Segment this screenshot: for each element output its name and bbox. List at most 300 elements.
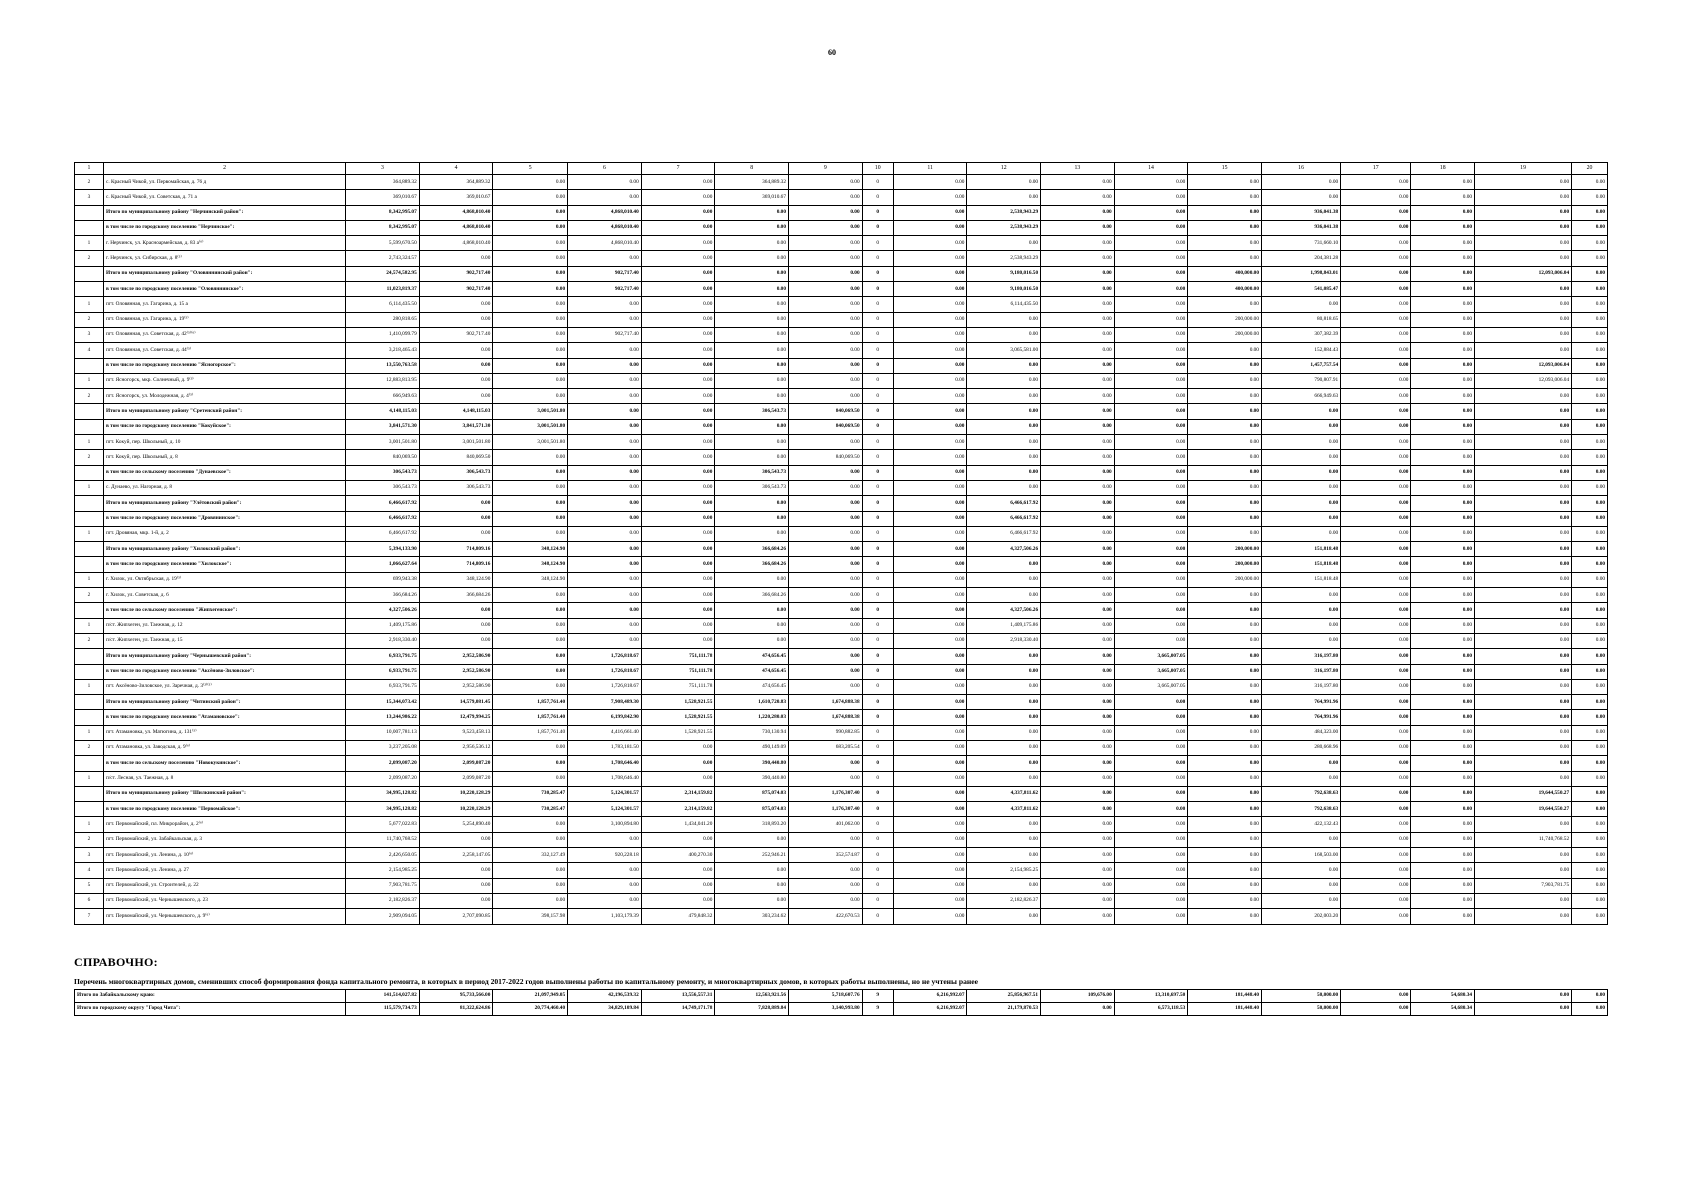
amount-cell: 0.00 (1572, 465, 1608, 480)
amount-cell: 0.00 (1188, 649, 1262, 664)
amount-cell: 0.00 (568, 175, 642, 190)
row-index: 2 (75, 389, 104, 404)
amount-cell: 303,234.62 (715, 909, 789, 924)
amount-cell: 366,684.26 (715, 588, 789, 603)
amount-cell: 5,718,607.76 (788, 990, 862, 1003)
amount-cell: 0.00 (1411, 511, 1475, 526)
amount-cell: 0.00 (1188, 389, 1262, 404)
amount-cell: 840,069.50 (346, 450, 420, 465)
subtotal-row (75, 282, 1608, 297)
amount-cell: 0.00 (1341, 756, 1411, 771)
amount-cell: 0.00 (1041, 618, 1115, 633)
amount-cell: 0.00 (1572, 511, 1608, 526)
count-cell: 0 (862, 664, 893, 679)
amount-cell: 0.00 (1341, 710, 1411, 725)
amount-cell: 400,000.00 (1188, 266, 1262, 281)
amount-cell: 0.00 (641, 312, 715, 327)
summary-label: Итого по городскому округу "Город Чита": (75, 1003, 346, 1016)
row-index: 2 (75, 633, 104, 648)
amount-cell: 0.00 (893, 465, 967, 480)
amount-cell: 0.00 (419, 893, 493, 908)
address-cell: Итого по муниципальному району "Хилокский район": (104, 542, 346, 557)
amount-cell: 0.00 (1041, 373, 1115, 388)
amount-cell: 11,740,768.52 (1475, 832, 1572, 847)
subtotal-row (75, 557, 1608, 572)
amount-cell: 0.00 (493, 373, 568, 388)
amount-cell: 7,903,781.75 (346, 878, 420, 893)
amount-cell: 0.00 (967, 358, 1041, 373)
amount-cell: 0.00 (568, 373, 642, 388)
count-cell: 0 (862, 740, 893, 755)
amount-cell: 0.00 (788, 542, 862, 557)
amount-cell: 13,556,557.31 (641, 990, 715, 1003)
count-cell: 0 (862, 220, 893, 235)
row-index: 2 (75, 588, 104, 603)
amount-cell: 0.00 (1411, 679, 1475, 694)
amount-cell: 13,244,986.22 (346, 710, 420, 725)
amount-cell: 0.00 (715, 572, 789, 587)
amount-cell: 0.00 (1341, 664, 1411, 679)
amount-cell: 4,868,010.40 (568, 236, 642, 251)
amount-cell: 0.00 (1572, 633, 1608, 648)
amount-cell: 0.00 (1572, 603, 1608, 618)
count-cell: 0 (862, 282, 893, 297)
amount-cell: 168,503.00 (1261, 848, 1340, 863)
amount-cell: 0.00 (1041, 450, 1115, 465)
amount-cell: 400,270.30 (641, 848, 715, 863)
amount-cell: 0.00 (967, 465, 1041, 480)
amount-cell: 0.00 (788, 220, 862, 235)
amount-cell: 364,889.32 (715, 175, 789, 190)
amount-cell: 0.00 (893, 542, 967, 557)
amount-cell: 0.00 (1475, 695, 1572, 710)
amount-cell: 0.00 (788, 435, 862, 450)
amount-cell: 0.00 (493, 343, 568, 358)
amount-cell: 366,684.26 (419, 588, 493, 603)
amount-cell: 0.00 (715, 297, 789, 312)
amount-cell: 0.00 (893, 817, 967, 832)
amount-cell: 0.00 (1572, 817, 1608, 832)
amount-cell: 0.00 (1572, 205, 1608, 220)
amount-cell: 0.00 (893, 649, 967, 664)
amount-cell: 0.00 (1411, 373, 1475, 388)
amount-cell: 0.00 (788, 251, 862, 266)
count-cell: 0 (862, 542, 893, 557)
address-cell: пгт. Первомайский, ул. Чернышевского, д. 9⁽⁶⁾ (104, 909, 346, 924)
amount-cell: 0.00 (493, 465, 568, 480)
amount-cell: 0.00 (1341, 572, 1411, 587)
amount-cell: 0.00 (1041, 710, 1115, 725)
amount-cell: 0.00 (1188, 618, 1262, 633)
amount-cell: 0.00 (419, 863, 493, 878)
amount-cell: 0.00 (893, 511, 967, 526)
amount-cell: 348,124.90 (493, 557, 568, 572)
amount-cell: 0.00 (1572, 572, 1608, 587)
count-cell: 0 (862, 802, 893, 817)
amount-cell: 0.00 (1041, 511, 1115, 526)
amount-cell: 0.00 (419, 389, 493, 404)
address-cell: в том числе по сельскому поселению "Жипхегенское": (104, 603, 346, 618)
amount-cell: 0.00 (788, 205, 862, 220)
amount-cell: 6,466,617.92 (967, 526, 1041, 541)
amount-cell: 0.00 (419, 878, 493, 893)
amount-cell: 0.00 (1041, 419, 1115, 434)
amount-cell: 0.00 (1041, 848, 1115, 863)
amount-cell: 0.00 (967, 557, 1041, 572)
amount-cell: 0.00 (893, 572, 967, 587)
amount-cell: 2,154,985.25 (346, 863, 420, 878)
amount-cell: 0.00 (715, 633, 789, 648)
address-cell: пгт. Ясногорск, мкр. Солнечный, д. 9⁽³⁾ (104, 373, 346, 388)
table-row (75, 909, 1608, 924)
amount-cell: 1,066,627.64 (346, 557, 420, 572)
amount-cell: 0.00 (1188, 297, 1262, 312)
amount-cell: 0.00 (715, 312, 789, 327)
amount-cell: 0.00 (493, 282, 568, 297)
amount-cell: 0.00 (1114, 863, 1188, 878)
amount-cell: 5,124,301.57 (568, 802, 642, 817)
amount-cell: 0.00 (788, 863, 862, 878)
amount-cell: 0.00 (788, 878, 862, 893)
amount-cell: 0.00 (568, 419, 642, 434)
amount-cell: 0.00 (1261, 435, 1340, 450)
amount-cell: 15,344,073.42 (346, 695, 420, 710)
count-cell: 0 (862, 572, 893, 587)
amount-cell: 81,322,624.86 (419, 1003, 493, 1016)
address-cell: Итого по муниципальному району "Оловяннинский район": (104, 266, 346, 281)
amount-cell: 4,337,811.62 (967, 802, 1041, 817)
amount-cell: 0.00 (1341, 220, 1411, 235)
row-index (75, 649, 104, 664)
amount-cell: 0.00 (715, 878, 789, 893)
amount-cell: 0.00 (1341, 404, 1411, 419)
amount-cell: 0.00 (568, 389, 642, 404)
amount-cell: 0.00 (1475, 542, 1572, 557)
amount-cell: 0.00 (788, 649, 862, 664)
row-index: 1 (75, 526, 104, 541)
row-index: 2 (75, 251, 104, 266)
count-cell: 0 (862, 893, 893, 908)
amount-cell: 6,466,617.92 (346, 496, 420, 511)
subtotal-row (75, 358, 1608, 373)
amount-cell: 115,579,734.73 (346, 1003, 420, 1016)
amount-cell: 24,574,582.95 (346, 266, 420, 281)
amount-cell: 0.00 (1041, 205, 1115, 220)
amount-cell: 422,132.43 (1261, 817, 1340, 832)
address-cell: пгт. Ясногорск, ул. Молодежная, д. 4⁽⁵⁾ (104, 389, 346, 404)
amount-cell: 0.00 (967, 327, 1041, 342)
amount-cell: 0.00 (1114, 450, 1188, 465)
row-index: 3 (75, 190, 104, 205)
amount-cell: 0.00 (967, 664, 1041, 679)
amount-cell: 0.00 (1041, 603, 1115, 618)
amount-cell: 0.00 (1572, 251, 1608, 266)
amount-cell: 0.00 (419, 511, 493, 526)
amount-cell: 316,197.80 (1261, 649, 1340, 664)
amount-cell: 0.00 (1188, 465, 1262, 480)
amount-cell: 0.00 (1572, 771, 1608, 786)
amount-cell: 0.00 (893, 251, 967, 266)
amount-cell: 1,674,888.38 (788, 695, 862, 710)
amount-cell: 0.00 (1341, 817, 1411, 832)
amount-cell: 0.00 (1041, 649, 1115, 664)
amount-cell: 0.00 (641, 832, 715, 847)
amount-cell: 920,228.18 (568, 848, 642, 863)
amount-cell: 0.00 (1341, 282, 1411, 297)
amount-cell: 7,903,781.75 (1475, 878, 1572, 893)
amount-cell: 0.00 (493, 480, 568, 495)
amount-cell: 0.00 (1261, 465, 1340, 480)
amount-cell: 0.00 (1411, 710, 1475, 725)
amount-cell: 0.00 (1411, 909, 1475, 924)
amount-cell: 0.00 (1572, 266, 1608, 281)
table-row (75, 389, 1608, 404)
amount-cell: 0.00 (715, 496, 789, 511)
amount-cell: 902,717.40 (568, 327, 642, 342)
amount-cell: 0.00 (419, 633, 493, 648)
count-cell: 0 (862, 863, 893, 878)
amount-cell: 0.00 (1188, 603, 1262, 618)
amount-cell: 3,841,571.30 (346, 419, 420, 434)
amount-cell: 9,523,458.13 (419, 725, 493, 740)
amount-cell: 42,196,539.32 (568, 990, 642, 1003)
amount-cell: 0.00 (1188, 817, 1262, 832)
amount-cell: 0.00 (1411, 740, 1475, 755)
amount-cell: 0.00 (967, 909, 1041, 924)
amount-cell: 0.00 (893, 802, 967, 817)
amount-cell: 0.00 (1041, 588, 1115, 603)
amount-cell: 0.00 (1261, 450, 1340, 465)
column-number: 6 (568, 163, 642, 175)
row-index: 1 (75, 297, 104, 312)
amount-cell: 0.00 (1188, 771, 1262, 786)
amount-cell: 0.00 (568, 633, 642, 648)
amount-cell: 0.00 (1188, 786, 1262, 801)
amount-cell: 0.00 (967, 419, 1041, 434)
amount-cell: 0.00 (788, 557, 862, 572)
amount-cell: 0.00 (788, 832, 862, 847)
table-row (75, 878, 1608, 893)
amount-cell: 0.00 (715, 526, 789, 541)
amount-cell: 0.00 (788, 297, 862, 312)
count-cell: 0 (862, 771, 893, 786)
amount-cell: 0.00 (1261, 893, 1340, 908)
amount-cell: 0.00 (893, 878, 967, 893)
amount-cell: 0.00 (1188, 435, 1262, 450)
amount-cell: 0.00 (1341, 695, 1411, 710)
amount-cell: 0.00 (493, 649, 568, 664)
amount-cell: 9,180,016.50 (967, 266, 1041, 281)
amount-cell: 0.00 (1114, 878, 1188, 893)
amount-cell: 1,708,646.40 (568, 771, 642, 786)
amount-cell: 0.00 (967, 878, 1041, 893)
amount-cell: 0.00 (1114, 496, 1188, 511)
amount-cell: 0.00 (1341, 266, 1411, 281)
column-number: 2 (104, 163, 346, 175)
amount-cell: 990,882.85 (788, 725, 862, 740)
amount-cell: 0.00 (788, 618, 862, 633)
count-cell: 0 (862, 618, 893, 633)
subtotal-row (75, 419, 1608, 434)
amount-cell: 0.00 (419, 832, 493, 847)
amount-cell: 0.00 (1114, 695, 1188, 710)
amount-cell: 0.00 (788, 312, 862, 327)
amount-cell: 0.00 (1572, 832, 1608, 847)
amount-cell: 0.00 (419, 618, 493, 633)
amount-cell: 0.00 (1341, 236, 1411, 251)
amount-cell: 0.00 (1188, 358, 1262, 373)
amount-cell: 25,856,967.51 (967, 990, 1041, 1003)
amount-cell: 0.00 (967, 236, 1041, 251)
amount-cell: 4,327,506.26 (967, 603, 1041, 618)
amount-cell: 1,457,757.54 (1261, 358, 1340, 373)
amount-cell: 0.00 (1475, 465, 1572, 480)
amount-cell: 0.00 (1041, 633, 1115, 648)
amount-cell: 0.00 (1341, 419, 1411, 434)
amount-cell: 0.00 (1475, 175, 1572, 190)
amount-cell: 0.00 (1411, 297, 1475, 312)
amount-cell: 4,868,010.40 (419, 220, 493, 235)
amount-cell: 0.00 (1041, 526, 1115, 541)
amount-cell: 0.00 (1114, 526, 1188, 541)
subtotal-row (75, 266, 1608, 281)
amount-cell: 0.00 (1341, 786, 1411, 801)
row-index: 6 (75, 893, 104, 908)
column-number: 13 (1041, 163, 1115, 175)
amount-cell: 0.00 (1261, 618, 1340, 633)
amount-cell: 0.00 (1341, 542, 1411, 557)
count-cell: 0 (862, 710, 893, 725)
amount-cell: 20,774,460.40 (493, 1003, 568, 1016)
row-index: 2 (75, 832, 104, 847)
amount-cell: 0.00 (493, 236, 568, 251)
amount-cell: 0.00 (1411, 618, 1475, 633)
amount-cell: 0.00 (1411, 786, 1475, 801)
amount-cell: 1,409,175.86 (346, 618, 420, 633)
row-index: 1 (75, 435, 104, 450)
amount-cell: 751,111.78 (641, 679, 715, 694)
row-index (75, 282, 104, 297)
amount-cell: 0.00 (893, 756, 967, 771)
amount-cell: 0.00 (788, 771, 862, 786)
amount-cell: 390,440.80 (715, 771, 789, 786)
address-cell: пгт. Первомайский, ул. Чернышевского, д. 23 (104, 893, 346, 908)
amount-cell: 0.00 (1475, 572, 1572, 587)
amount-cell: 0.00 (1341, 771, 1411, 786)
amount-cell: 0.00 (1475, 710, 1572, 725)
amount-cell: 0.00 (715, 389, 789, 404)
amount-cell: 0.00 (1341, 893, 1411, 908)
amount-cell: 0.00 (1261, 603, 1340, 618)
amount-cell: 54,680.34 (1411, 990, 1475, 1003)
amount-cell: 0.00 (967, 832, 1041, 847)
amount-cell: 790,807.91 (1261, 373, 1340, 388)
amount-cell: 0.00 (1411, 817, 1475, 832)
count-cell: 0 (862, 419, 893, 434)
amount-cell: 0.00 (1188, 878, 1262, 893)
count-cell: 0 (862, 848, 893, 863)
amount-cell: 0.00 (1572, 725, 1608, 740)
count-cell: 0 (862, 725, 893, 740)
amount-cell: 152,884.43 (1261, 343, 1340, 358)
row-index (75, 419, 104, 434)
amount-cell: 0.00 (715, 266, 789, 281)
amount-cell: 21,179,870.53 (967, 1003, 1041, 1016)
amount-cell: 0.00 (1341, 190, 1411, 205)
column-number: 7 (641, 163, 715, 175)
amount-cell: 0.00 (1341, 465, 1411, 480)
row-index: 1 (75, 373, 104, 388)
amount-cell: 0.00 (967, 740, 1041, 755)
address-cell: Итого по муниципальному району "Нерчинский район": (104, 205, 346, 220)
amount-cell: 0.00 (1188, 343, 1262, 358)
amount-cell: 0.00 (1411, 878, 1475, 893)
amount-cell: 2,182,826.37 (346, 893, 420, 908)
amount-cell: 0.00 (1341, 175, 1411, 190)
amount-cell: 200,000.00 (1188, 327, 1262, 342)
amount-cell: 0.00 (1188, 251, 1262, 266)
amount-cell: 875,074.03 (715, 802, 789, 817)
amount-cell: 714,809.16 (419, 542, 493, 557)
amount-cell: 0.00 (641, 266, 715, 281)
amount-cell: 0.00 (715, 358, 789, 373)
amount-cell: 0.00 (967, 450, 1041, 465)
amount-cell: 0.00 (893, 710, 967, 725)
row-index (75, 756, 104, 771)
amount-cell: 0.00 (1411, 190, 1475, 205)
amount-cell: 0.00 (641, 542, 715, 557)
count-cell: 0 (862, 817, 893, 832)
amount-cell: 0.00 (788, 526, 862, 541)
amount-cell: 0.00 (1341, 863, 1411, 878)
amount-cell: 0.00 (1041, 236, 1115, 251)
amount-cell: 474,656.45 (715, 679, 789, 694)
amount-cell: 0.00 (1114, 633, 1188, 648)
amount-cell: 0.00 (641, 511, 715, 526)
amount-cell: 332,127.49 (493, 848, 568, 863)
amount-cell: 0.00 (893, 557, 967, 572)
amount-cell: 0.00 (1475, 588, 1572, 603)
amount-cell: 0.00 (1114, 297, 1188, 312)
amount-cell: 348,124.90 (493, 542, 568, 557)
amount-cell: 0.00 (967, 190, 1041, 205)
table-row (75, 236, 1608, 251)
amount-cell: 151,818.48 (1261, 542, 1340, 557)
amount-cell: 0.00 (641, 236, 715, 251)
address-cell: в том числе по городскому поселению "Оловяннинское": (104, 282, 346, 297)
amount-cell: 5,599,670.50 (346, 236, 420, 251)
amount-cell: 280,668.96 (1261, 740, 1340, 755)
address-cell: пгт. Первомайский, ул. Ленина, д. 27 (104, 863, 346, 878)
column-number: 4 (419, 163, 493, 175)
amount-cell: 730,130.94 (715, 725, 789, 740)
amount-cell: 0.00 (1475, 389, 1572, 404)
amount-cell: 0.00 (715, 282, 789, 297)
subtotal-row (75, 220, 1608, 235)
count-cell: 0 (862, 695, 893, 710)
amount-cell: 0.00 (1475, 205, 1572, 220)
address-cell: г. Хилок, ул. Октябрьская, д. 19⁽⁵⁾ (104, 572, 346, 587)
amount-cell: 0.00 (1188, 419, 1262, 434)
amount-cell: 0.00 (1114, 542, 1188, 557)
amount-cell: 0.00 (493, 450, 568, 465)
amount-cell: 936,041.38 (1261, 220, 1340, 235)
amount-cell: 0.00 (1572, 419, 1608, 434)
subtotal-row (75, 756, 1608, 771)
amount-cell: 0.00 (1475, 312, 1572, 327)
amount-cell: 0.00 (1572, 710, 1608, 725)
amount-cell: 0.00 (1041, 1003, 1115, 1016)
